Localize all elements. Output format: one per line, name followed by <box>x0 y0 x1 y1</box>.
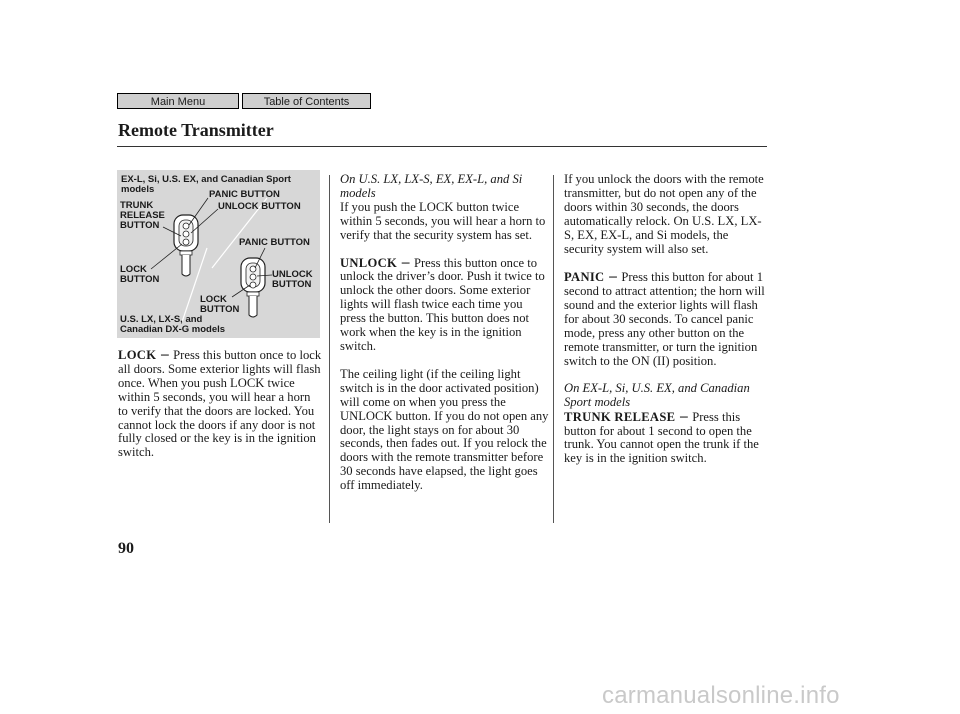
remote-transmitter-figure <box>117 170 320 338</box>
lock-twice-paragraph: If you push the LOCK button twice within 5 seconds, you will hear a horn to verify that the security system has set. <box>340 199 546 242</box>
relock-paragraph: If you unlock the doors with the remote transmitter, but do not open any of the doors within 30 seconds, the doors automatically relock. On U.S. LX, LX-S, EX, EX-L, and Si models, the security system will also set. <box>564 172 764 256</box>
column-lock <box>118 348 322 460</box>
figure-label-unlock-top: UNLOCK BUTTON <box>218 201 301 212</box>
figure-bottom-caption: U.S. LX, LX-S, and Canadian DX-G models <box>120 314 226 335</box>
unlock-dash: − <box>400 254 411 270</box>
unlock-heading: UNLOCK <box>340 255 398 270</box>
figure-label-lock-left: LOCK BUTTON <box>120 264 160 285</box>
lock-dash: − <box>159 347 171 362</box>
bottom-key-icon <box>241 258 265 317</box>
panic-paragraph <box>564 270 770 368</box>
trunk-dash: − <box>678 408 690 424</box>
trunk-heading: TRUNK RELEASE <box>564 409 676 424</box>
watermark: carmanualsonline.info <box>602 682 840 709</box>
trunk-paragraph <box>564 410 770 467</box>
lock-heading: LOCK <box>118 348 157 362</box>
lock-paragraph <box>118 348 322 460</box>
column-panic-trunk <box>564 173 770 466</box>
top-key-icon <box>174 215 198 276</box>
figure-label-panic-bottom: PANIC BUTTON <box>239 237 310 248</box>
panic-heading: PANIC <box>564 270 605 285</box>
figure-label-trunk-release: TRUNK RELEASE BUTTON <box>120 200 165 231</box>
column-divider-right <box>553 175 554 523</box>
figure-label-unlock-bottom: UNLOCK BUTTON <box>272 269 313 290</box>
lock-text: Press this button once to lock all doors. Some exterior lights will flash once. When you push LOCK twice within 5 seconds, you will hear a horn to verify that the doors are locked. You cannot lock the doors if any door is not fully closed or the key is in the ignition switch. <box>118 348 322 460</box>
page-title: Remote Transmitter <box>118 120 274 140</box>
unlock-text: Press this button once to unlock the driver’s door. Push it twice to unlock the other doors. Some exterior lights will flash twice each time you press the button. This button does not work when the key is in the ignition switch. <box>340 255 545 353</box>
panic-dash: − <box>607 269 619 285</box>
column-divider-left <box>329 175 330 523</box>
security-model-note: On U.S. LX, LX-S, EX, EX-L, and Si models <box>340 172 523 200</box>
trunk-text: Press this button for about 1 second to open the trunk. You cannot open the trunk if the key is in the ignition switch. <box>564 409 759 466</box>
figure-label-panic-top: PANIC BUTTON <box>209 189 280 200</box>
panic-text: Press this button for about 1 second to attract attention; the horn will sound and the exterior lights will flash for about 30 seconds. To cancel panic mode, press any other button on the remote transmitter, or turn the ignition switch to the ON (II) position. <box>564 270 765 368</box>
figure-top-caption: EX-L, Si, U.S. EX, and Canadian Sport models <box>121 174 291 195</box>
main-menu-button[interactable]: Main Menu <box>117 93 239 109</box>
title-rule <box>117 146 767 147</box>
column-unlock <box>340 173 550 493</box>
ceiling-light-paragraph: The ceiling light (if the ceiling light switch is in the door activated position) will come on when you press the UNLOCK button. If you do not open any door, the light stays on for about 30 seconds, then fades out. If you relock the doors with the remote transmitter before 30 seconds have elapsed, the light goes off immediately. <box>340 366 549 493</box>
figure-label-lock-mid: LOCK BUTTON <box>200 294 240 315</box>
table-of-contents-button[interactable]: Table of Contents <box>242 93 371 109</box>
trunk-model-note: On EX-L, Si, U.S. EX, and Canadian Sport models <box>564 380 750 409</box>
unlock-paragraph <box>340 256 550 354</box>
page-number: 90 <box>118 540 134 557</box>
